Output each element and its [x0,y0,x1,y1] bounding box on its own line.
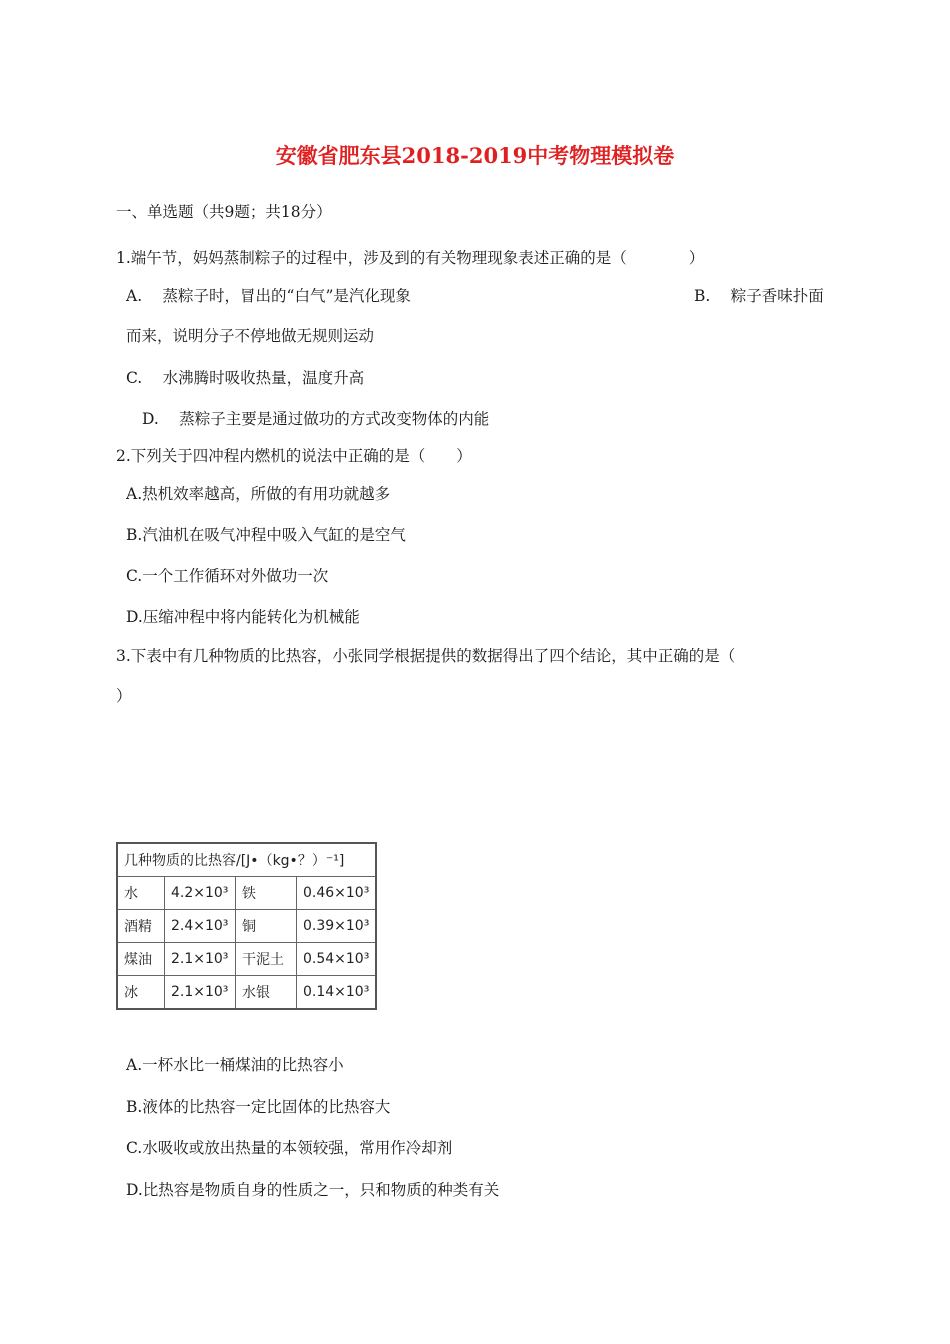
q2-option-b: B.汽油机在吸气冲程中吸入气缸的是空气 [126,526,406,544]
q1-option-a: A. 蒸粽子时，冒出的“白气”是汽化现象 [126,287,411,305]
table-row [117,910,376,943]
table-cell: 干泥土 [236,943,297,976]
q3-option-c: C.水吸收或放出热量的本领较强，常用作冷却剂 [126,1139,453,1157]
table-cell: 2.1×10³ [165,976,236,1010]
table-cell: 0.14×10³ [297,976,377,1010]
table-cell: 0.39×10³ [297,910,377,943]
q1-option-c: C. 水沸腾时吸收热量，温度升高 [126,369,365,387]
page-title: 安徽省肥东县2018-2019中考物理模拟卷 [275,143,675,168]
q3-option-d: D.比热容是物质自身的性质之一，只和物质的种类有关 [126,1181,500,1199]
q2-option-d: D.压缩冲程中将内能转化为机械能 [126,608,360,626]
table-cell: 水 [117,877,165,910]
table-cell: 酒精 [117,910,165,943]
q1-option-b: B. 粽子香味扑面 [694,287,824,305]
table-header: 几种物质的比热容/[J•（kg•？）⁻¹] [117,843,376,877]
q3-stem-continued: ） [116,687,132,705]
table-row [117,877,376,910]
table-cell: 冰 [117,976,165,1010]
table-cell: 4.2×10³ [165,877,236,910]
q3-option-b: B.液体的比热容一定比固体的比热容大 [126,1098,391,1116]
specific-heat-table [116,842,377,1010]
q2-stem: 2.下列关于四冲程内燃机的说法中正确的是（ ） [116,447,472,465]
q3-option-a: A.一杯水比一桶煤油的比热容小 [126,1056,344,1074]
q3-stem: 3.下表中有几种物质的比热容，小张同学根据提供的数据得出了四个结论，其中正确的是（ [116,647,736,665]
table-cell: 煤油 [117,943,165,976]
table-cell: 0.54×10³ [297,943,377,976]
table-row [117,943,376,976]
q2-option-c: C.一个工作循环对外做功一次 [126,567,329,585]
table-cell: 铁 [236,877,297,910]
q1-option-b-continued: 而来，说明分子不停地做无规则运动 [126,327,375,345]
table-cell: 2.1×10³ [165,943,236,976]
table-cell: 铜 [236,910,297,943]
table-cell: 2.4×10³ [165,910,236,943]
q1-option-d: D. 蒸粽子主要是通过做功的方式改变物体的内能 [142,410,490,428]
table-cell: 水银 [236,976,297,1010]
q1-stem: 1.端午节，妈妈蒸制粽子的过程中，涉及到的有关物理现象表述正确的是（ ） [116,249,705,267]
q2-option-a: A.热机效率越高，所做的有用功就越多 [126,485,391,503]
section-heading: 一、单选题（共9题；共18分） [116,203,332,221]
table-cell: 0.46×10³ [297,877,377,910]
table-row [117,976,376,1010]
